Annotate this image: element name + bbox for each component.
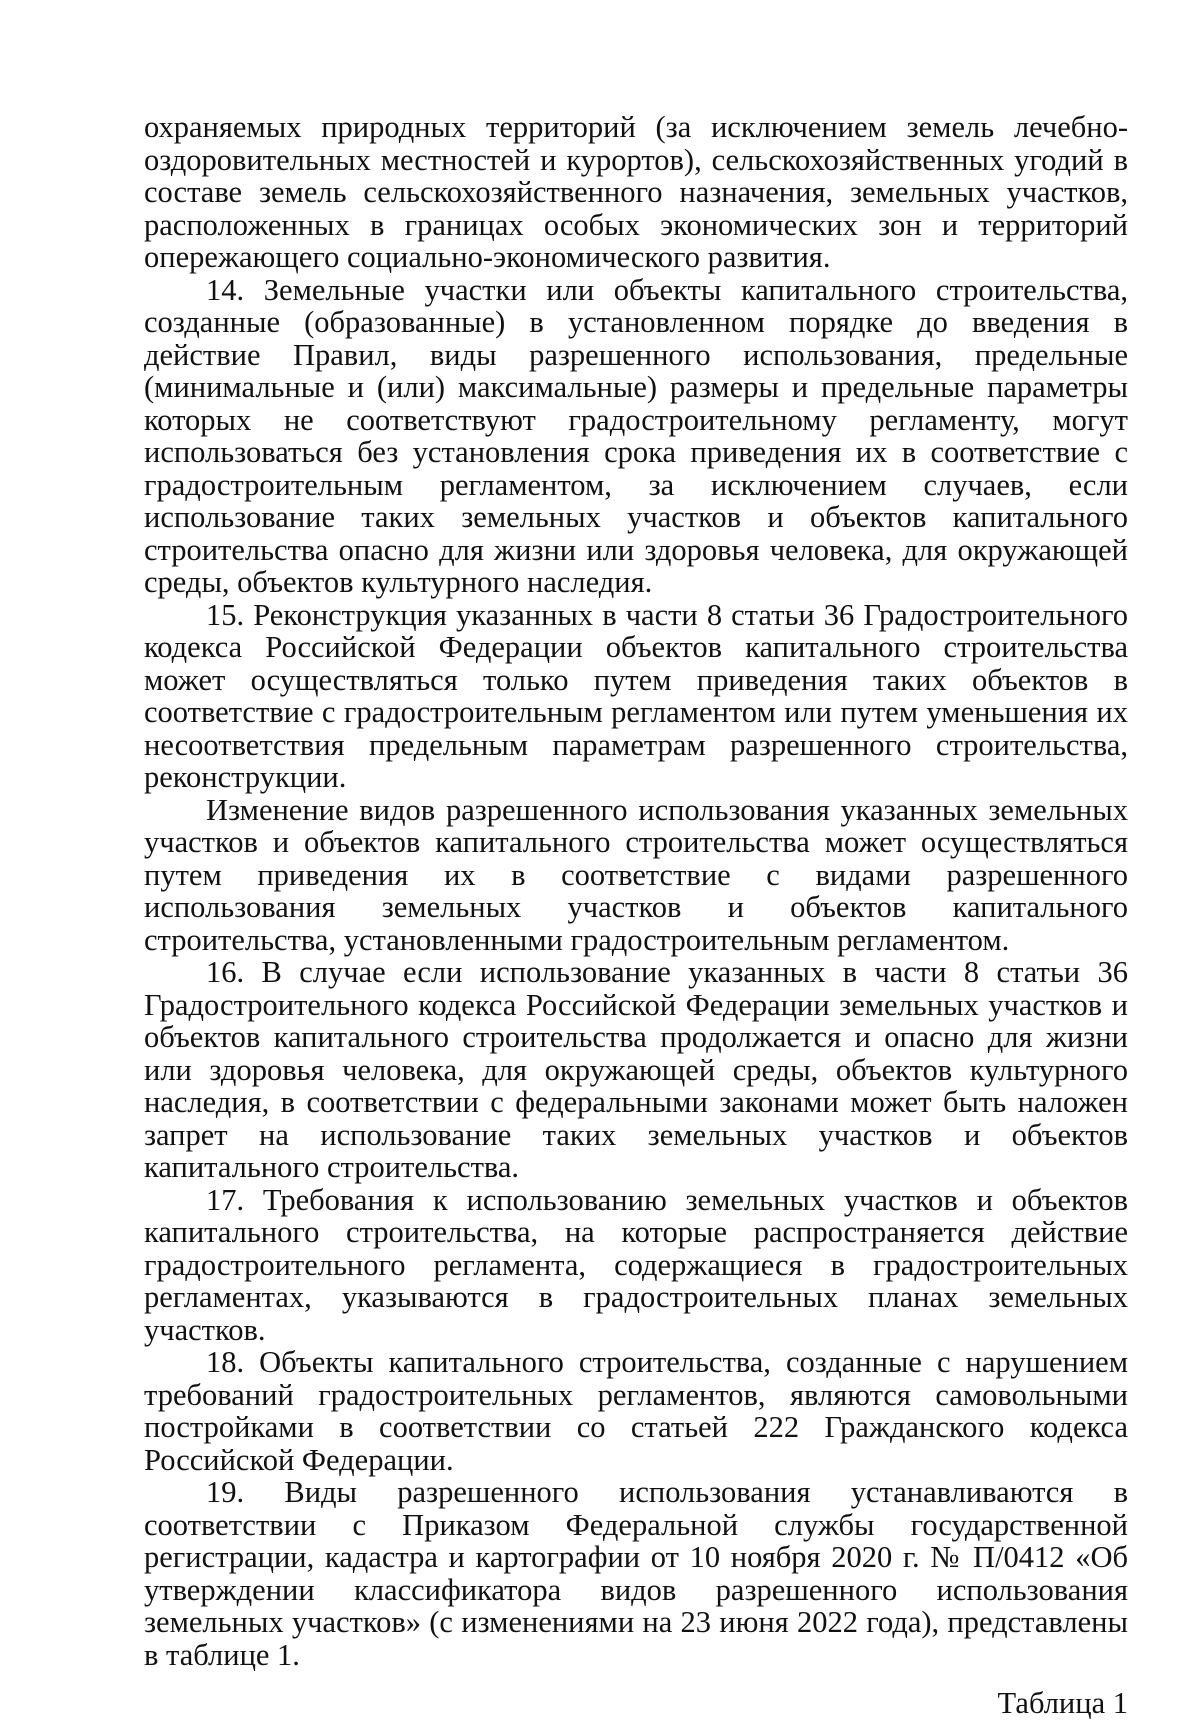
table-caption: Таблица 1: [997, 1686, 1128, 1720]
paragraph-item-15: 15. Реконструкция указанных в части 8 статьи 36 Градостроительного кодекса Российской Федерации объектов капитального строительства может осуществляться только путем приведения таких объектов в соответствие с градостроительным регламентом или путем уменьшения их несоответствия предельным параметрам разрешенного строительства, реконструкции.: [144, 597, 1128, 794]
paragraph-item-18: 18. Объекты капитального строительства, созданные с нарушением требований градостроительных регламентов, являются самовольными постройками в соответствии со статьей 222 Гражданского кодекса Российской Федерации.: [144, 1345, 1128, 1477]
paragraph-item-19: 19. Виды разрешенного использования устанавливаются в соответствии с Приказом Федеральной службы государственной регистрации, кадастра и картографии от 10 ноября 2020 г. № П/0412 «Об утверждении классификатора видов разрешенного использования земельных участков» (с изменениями на 23 июня 2022 года), представлены в таблице 1.: [144, 1475, 1128, 1672]
document-page: [144, 111, 1128, 1720]
paragraph-continuation: охраняемых природных территорий (за исключением земель лечебно-оздоровительных местностей и курортов), сельскохозяйственных угодий в составе земель сельскохозяйственного назначения, земельных участков, расположенных в границах особых экономических зон и территорий опережающего социально-экономического развития.: [144, 110, 1128, 274]
paragraph-item-17: 17. Требования к использованию земельных участков и объектов капитального строительства, на которые распространяется действие градостроительного регламента, содержащиеся в градостроительных регламентах, указываются в градостроительных планах земельных участков.: [144, 1182, 1128, 1347]
paragraph-item-14: 14. Земельные участки или объекты капитального строительства, созданные (образованные) в установленном порядке до введения в действие Правил, виды разрешенного использования, предельные (минимальные и (или) максимальные) размеры и предельные параметры которых не соответствуют градостроительному регламенту, могут использоваться без установления срока приведения их в соответствие с градостроительным регламентом, за исключением случаев, если использование таких земельных участков и объектов капитального строительства опасно для жизни или здоровья человека, для окружающей среды, объектов культурного наследия.: [144, 272, 1128, 599]
paragraph-item-16: 16. В случае если использование указанных в части 8 статьи 36 Градостроительного кодекса Российской Федерации земельных участков и объектов капитального строительства продолжается и опасно для жизни или здоровья человека, для окружающей среды, объектов культурного наследия, в соответствии с федеральными законами может быть наложен запрет на использование таких земельных участков и объектов капитального строительства.: [144, 955, 1128, 1184]
paragraph-item-15-continued: Изменение видов разрешенного использования указанных земельных участков и объектов капитального строительства может осуществляться путем приведения их в соответствие с видами разрешенного использования земельных участков и объектов капитального строительства, установленными градостроительным регламентом.: [144, 792, 1128, 957]
